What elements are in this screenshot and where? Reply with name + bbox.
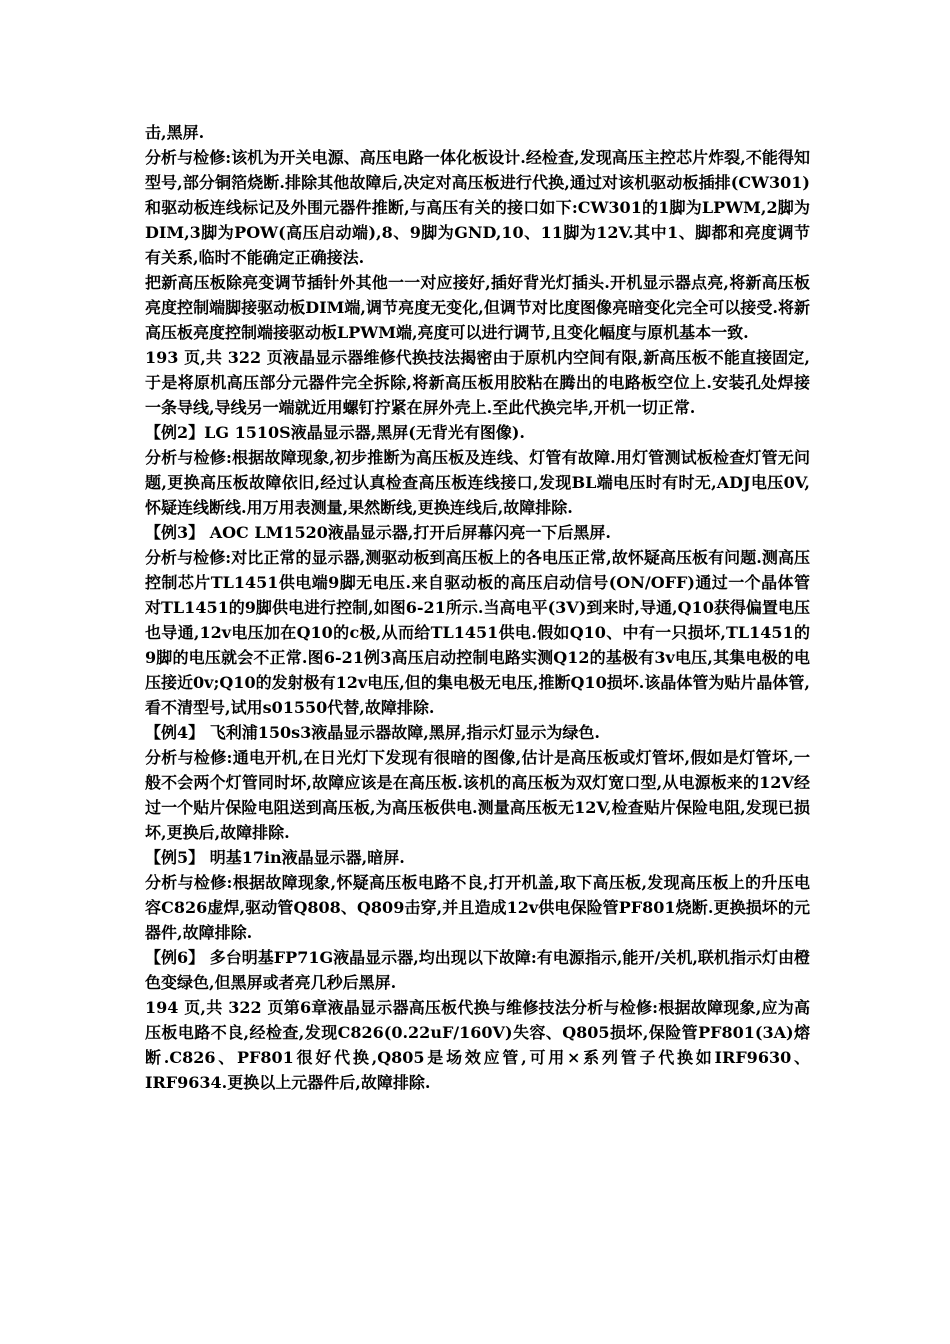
paragraph: 分析与检修:对比正常的显示器,测驱动板到高压板上的各电压正常,故怀疑高压板有问题.测高压控制芯片TL1451供电端9脚无电压.来自驱动板的高压启动信号(ON/OFF)通过一个晶体管对TL1451的9脚供电进行控制,如图6-21所示.当高电平(3V)到来时,导通,Q10获得偏置电压也导通,12v电压加在Q10的c极,从而给TL1451供电.假如Q10、中有一只损坏,TL1451的9脚的电压就会不正常.图6-21例3高压启动控制电路实测Q12的基极有3v电压,其集电极的电压接近0v;Q10的发射极有12v电压,但的集电极无电压,推断Q10损坏.该晶体管为贴片晶体管,看不清型号,试用s01550代替,故障排除.	[145, 548, 810, 717]
paragraph: 193 页,共 322 页液晶显示器维修代换技法揭密由于原机内空间有限,新高压板不能直接固定,于是将原机高压部分元器件完全拆除,将新高压板用胶粘在腾出的电路板空位上.安装孔处焊接一条导线,导线另一端就近用螺钉拧紧在屏外壳上.至此代换完毕,开机一切正常.	[145, 348, 810, 417]
example-heading: 【例5】 明基17in液晶显示器,暗屏.	[145, 848, 405, 867]
example-heading: 【例6】 多台明基FP71G液晶显示器,均出现以下故障:有电源指示,能开/关机,联机指示灯由橙色变绿色,但黑屏或者亮几秒后黑屏.	[145, 948, 810, 992]
document-body	[145, 120, 810, 1095]
example-heading: 【例2】LG 1510S液晶显示器,黑屏(无背光有图像).	[145, 423, 525, 442]
paragraph: 分析与检修:通电开机,在日光灯下发现有很暗的图像,估计是高压板或灯管坏,假如是灯管坏,一般不会两个灯管同时坏,故障应该是在高压板.该机的高压板为双灯宽口型,从电源板来的12V经过一个贴片保险电阻送到高压板,为高压板供电.测量高压板无12V,检查贴片保险电阻,发现已损坏,更换后,故障排除.	[145, 748, 810, 842]
paragraph: 分析与检修:根据故障现象,初步推断为高压板及连线、灯管有故障.用灯管测试板检查灯管无问题,更换高压板故障依旧,经过认真检查高压板连线接口,发现BL端电压时有时无,ADJ电压0V,怀疑连线断线.用万用表测量,果然断线,更换连线后,故障排除.	[145, 448, 810, 517]
paragraph: 分析与检修:该机为开关电源、高压电路一体化板设计.经检查,发现高压主控芯片炸裂,不能得知型号,部分铜箔烧断.排除其他故障后,决定对高压板进行代换,通过对该机驱动板插排(CW301)和驱动板连线标记及外围元器件推断,与高压有关的接口如下:CW301的1脚为LPWM,2脚为DIM,3脚为POW(高压启动端),8、9脚为GND,10、11脚为12V.其中1、脚都和亮度调节有关系,临时不能确定正确接法.	[145, 148, 810, 267]
example-heading: 【例3】 AOC LM1520液晶显示器,打开后屏幕闪亮一下后黑屏.	[145, 523, 611, 542]
paragraph: 击,黑屏.	[145, 123, 205, 142]
paragraph: 把新高压板除亮变调节插针外其他一一对应接好,插好背光灯插头.开机显示器点亮,将新高压板亮度控制端脚接驱动板DIM端,调节亮度无变化,但调节对比度图像亮暗变化完全可以接受.将新高压板亮度控制端接驱动板LPWM端,亮度可以进行调节,且变化幅度与原机基本一致.	[145, 273, 810, 342]
paragraph: 194 页,共 322 页第6章液晶显示器高压板代换与维修技法分析与检修:根据故障现象,应为高压板电路不良,经检查,发现C826(0.22uF/160V)失容、Q805损坏,保险管PF801(3A)熔断.C826、PF801很好代换,Q805是场效应管,可用×系列管子代换如IRF9630、IRF9634.更换以上元器件后,故障排除.	[145, 998, 810, 1092]
example-heading: 【例4】 飞利浦150s3液晶显示器故障,黑屏,指示灯显示为绿色.	[145, 723, 600, 742]
paragraph: 分析与检修:根据故障现象,怀疑高压板电路不良,打开机盖,取下高压板,发现高压板上的升压电容C826虚焊,驱动管Q808、Q809击穿,并且造成12v供电保险管PF801烧断.更换损坏的元器件,故障排除.	[145, 873, 810, 942]
